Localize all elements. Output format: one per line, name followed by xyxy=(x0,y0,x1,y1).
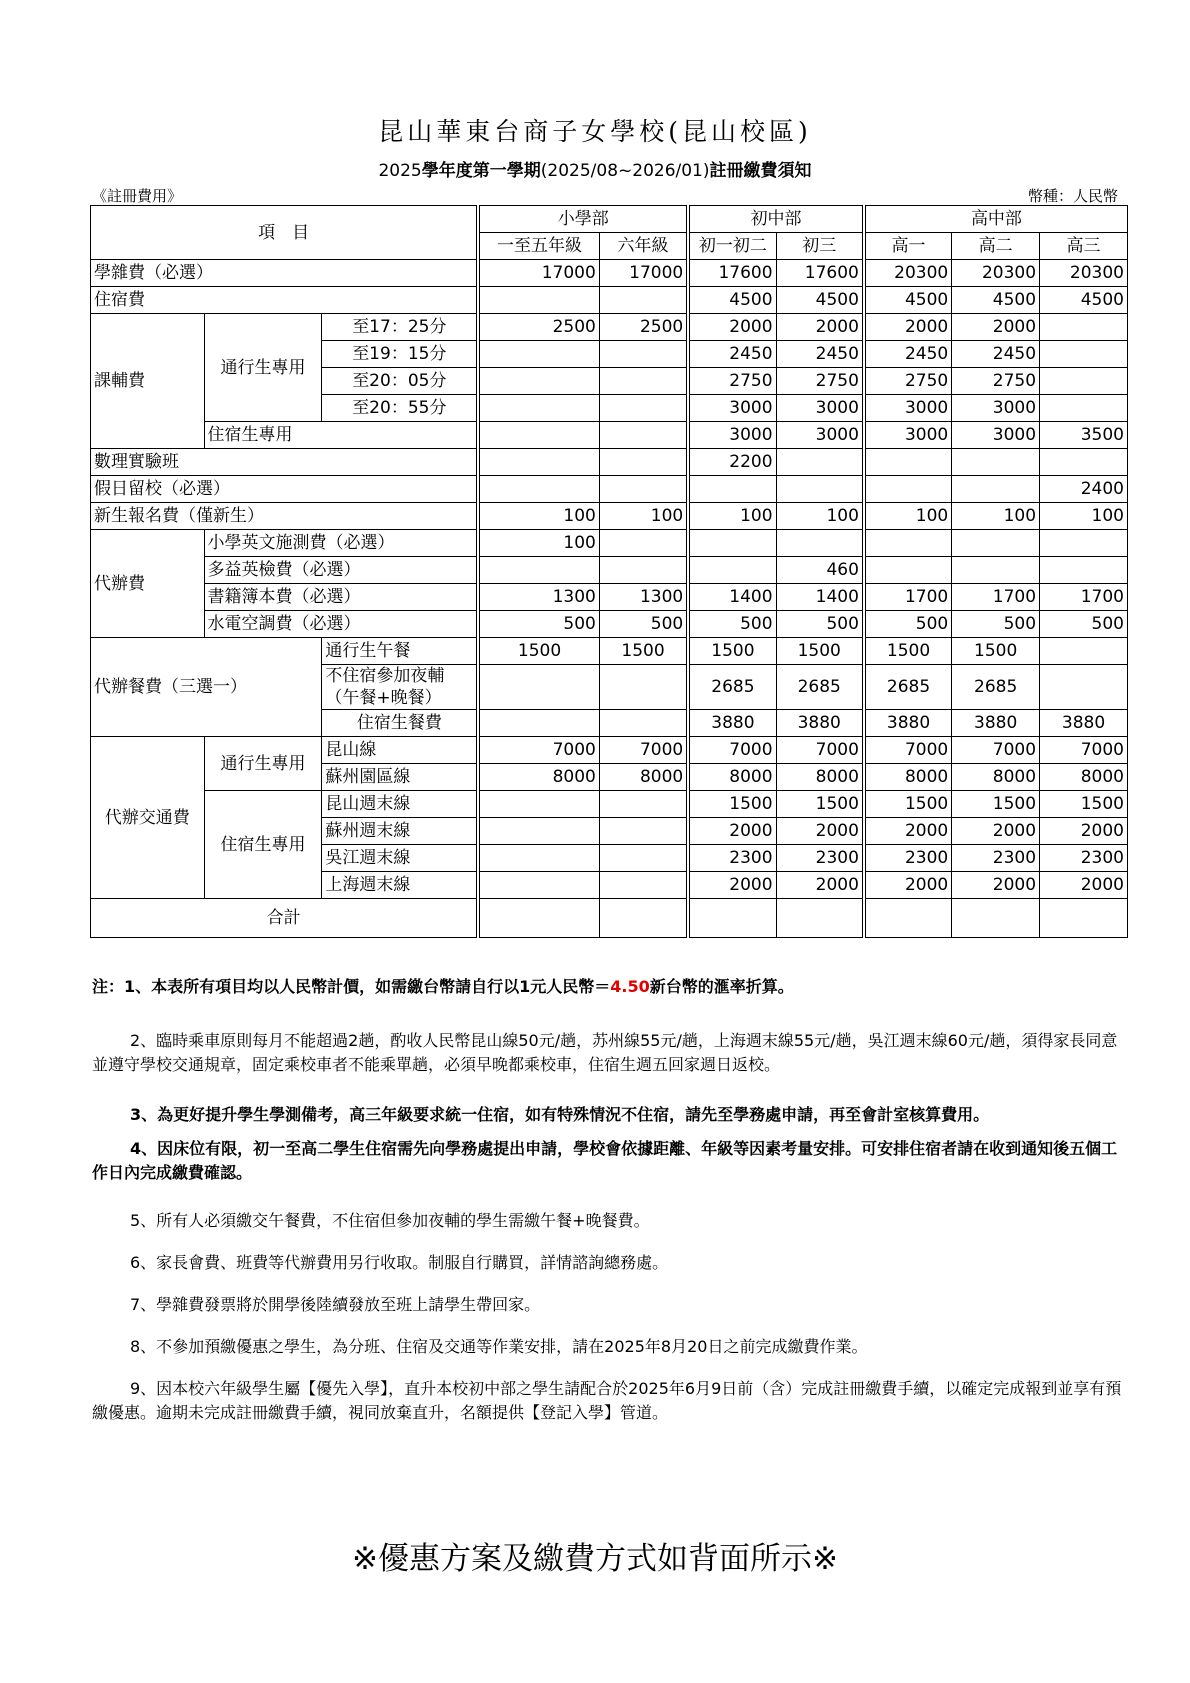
row-utilities xyxy=(91,611,1128,638)
fee-cell: 2000 xyxy=(1040,818,1128,845)
fee-cell: 3000 xyxy=(776,395,864,422)
fee-cell: 2200 xyxy=(688,449,776,476)
fee-cell: 20300 xyxy=(864,260,952,287)
fee-cell: 8000 xyxy=(478,764,599,791)
fee-cell: 1500 xyxy=(864,791,952,818)
fee-cell xyxy=(952,449,1040,476)
total-cell xyxy=(776,899,864,938)
row-toeic xyxy=(91,557,1128,584)
row-new-student xyxy=(91,503,1128,530)
fee-cell: 3880 xyxy=(776,710,864,737)
note-1-tail: 新台幣的滙率折算。 xyxy=(649,977,794,996)
meals-label: 代辦餐費（三選一） xyxy=(91,638,322,737)
fee-cell: 500 xyxy=(688,611,776,638)
row-label: 吳江週末線 xyxy=(322,845,478,872)
fee-cell: 2450 xyxy=(864,341,952,368)
fee-cell: 100 xyxy=(864,503,952,530)
fee-cell: 8000 xyxy=(599,764,688,791)
fee-cell: 3880 xyxy=(864,710,952,737)
fee-cell xyxy=(864,449,952,476)
fee-cell xyxy=(599,818,688,845)
fee-cell xyxy=(478,368,599,395)
fee-cell: 2300 xyxy=(1040,845,1128,872)
fee-cell xyxy=(599,341,688,368)
note-4: 4、因床位有限，初一至高二學生住宿需先向學務處提出申請，學校會依據距離、年級等因素考量安排。可安排住宿者請在收到通知後五個工作日內完成繳費確認。 xyxy=(92,1139,1118,1182)
fee-cell: 1300 xyxy=(478,584,599,611)
row-total xyxy=(91,899,1128,938)
fee-cell xyxy=(952,476,1040,503)
currency-label: 幣種：人民幣 xyxy=(1027,187,1118,205)
fee-cell: 1700 xyxy=(952,584,1040,611)
fee-cell xyxy=(599,449,688,476)
note-1 xyxy=(92,975,1128,999)
fee-cell xyxy=(1040,314,1128,341)
fee-cell xyxy=(478,818,599,845)
agency-label: 代辦費 xyxy=(91,530,205,638)
fee-table xyxy=(90,205,1128,938)
table-header-row-1 xyxy=(91,206,1128,233)
fee-cell xyxy=(599,845,688,872)
fee-cell xyxy=(952,557,1040,584)
grade-header: 初三 xyxy=(776,233,864,260)
fee-cell: 7000 xyxy=(1040,737,1128,764)
fee-cell: 100 xyxy=(1040,503,1128,530)
note-3: 3、為更好提升學生學測備考，高三年級要求統一住宿，如有特殊情況不住宿，請先至學務處申請，再至會計室核算費用。 xyxy=(130,1105,990,1124)
fee-cell: 1500 xyxy=(478,638,599,665)
fee-cell xyxy=(599,872,688,899)
fee-cell: 100 xyxy=(478,530,599,557)
fee-cell: 3880 xyxy=(952,710,1040,737)
fee-cell: 2000 xyxy=(688,314,776,341)
row-label: 多益英檢費（必選） xyxy=(204,557,478,584)
group-primary: 小學部 xyxy=(478,206,688,233)
row-label: 水電空調費（必選） xyxy=(204,611,478,638)
fee-cell: 2000 xyxy=(776,872,864,899)
fee-cell: 1500 xyxy=(688,638,776,665)
fee-cell xyxy=(599,422,688,449)
fee-cell: 2000 xyxy=(952,872,1040,899)
row-tutoring-1725 xyxy=(91,314,1128,341)
fee-cell xyxy=(1040,638,1128,665)
nonboard-line-2: （午餐+晚餐） xyxy=(325,688,442,708)
fee-cell: 3500 xyxy=(1040,422,1128,449)
fee-cell xyxy=(864,557,952,584)
fee-cell xyxy=(478,341,599,368)
note-5: 5、所有人必須繳交午餐費，不住宿但參加夜輔的學生需繳午餐+晚餐費。 xyxy=(130,1211,650,1230)
fee-cell xyxy=(776,476,864,503)
row-label: 假日留校（必選） xyxy=(91,476,479,503)
fee-cell: 3000 xyxy=(688,395,776,422)
fee-cell: 20300 xyxy=(952,260,1040,287)
fee-cell: 2300 xyxy=(776,845,864,872)
row-label: 住宿生餐費 xyxy=(322,710,478,737)
row-label: 住宿費 xyxy=(91,287,479,314)
fee-cell xyxy=(478,665,599,710)
fee-cell: 2500 xyxy=(599,314,688,341)
fee-cell: 100 xyxy=(952,503,1040,530)
fee-cell: 2000 xyxy=(952,314,1040,341)
fee-cell: 2750 xyxy=(864,368,952,395)
total-cell xyxy=(952,899,1040,938)
fee-cell: 4500 xyxy=(952,287,1040,314)
note-1-text: 注：1、本表所有項目均以人民幣計價，如需繳台幣請自行以1元人民幣＝ xyxy=(92,977,611,996)
fee-cell: 2450 xyxy=(952,341,1040,368)
grade-header: 高三 xyxy=(1040,233,1128,260)
fee-cell: 500 xyxy=(864,611,952,638)
row-english-test xyxy=(91,530,1128,557)
fee-cell: 1500 xyxy=(1040,791,1128,818)
grade-header: 高一 xyxy=(864,233,952,260)
fee-cell: 100 xyxy=(688,503,776,530)
fee-cell: 3000 xyxy=(864,422,952,449)
transport-commuter-label: 通行生專用 xyxy=(204,737,322,791)
subtitle-range: (2025/08~2026/01) xyxy=(540,161,710,181)
row-label: 新生報名費（僅新生） xyxy=(91,503,479,530)
row-label: 蘇州週末線 xyxy=(322,818,478,845)
fee-cell: 2750 xyxy=(688,368,776,395)
fee-cell: 7000 xyxy=(688,737,776,764)
fee-cell: 1400 xyxy=(688,584,776,611)
row-label: 小學英文施測費（必選） xyxy=(204,530,478,557)
fee-cell: 7000 xyxy=(776,737,864,764)
fee-cell xyxy=(599,665,688,710)
fee-cell: 2500 xyxy=(478,314,599,341)
fee-cell: 4500 xyxy=(688,287,776,314)
group-senior: 高中部 xyxy=(864,206,1128,233)
fee-cell: 20300 xyxy=(1040,260,1128,287)
fee-cell xyxy=(599,368,688,395)
fee-cell xyxy=(478,395,599,422)
fee-cell: 4500 xyxy=(864,287,952,314)
fee-cell: 2685 xyxy=(864,665,952,710)
fee-cell: 100 xyxy=(478,503,599,530)
row-label: 住宿生專用 xyxy=(204,422,478,449)
row-tutoring-boarder xyxy=(91,422,1128,449)
fee-cell xyxy=(1040,665,1128,710)
total-cell xyxy=(1040,899,1128,938)
fee-cell: 2000 xyxy=(864,314,952,341)
group-junior: 初中部 xyxy=(688,206,864,233)
row-math-class xyxy=(91,449,1128,476)
fee-cell xyxy=(1040,557,1128,584)
fee-cell: 8000 xyxy=(776,764,864,791)
fee-cell: 7000 xyxy=(478,737,599,764)
row-label: 昆山線 xyxy=(322,737,478,764)
fee-cell: 500 xyxy=(776,611,864,638)
fee-cell: 17600 xyxy=(776,260,864,287)
total-cell xyxy=(864,899,952,938)
fee-cell: 4500 xyxy=(1040,287,1128,314)
fee-cell: 1500 xyxy=(952,638,1040,665)
subtitle-semester: 學年度第一學期 xyxy=(421,161,541,181)
total-cell xyxy=(688,899,776,938)
fee-cell: 2685 xyxy=(688,665,776,710)
fee-cell xyxy=(599,791,688,818)
fee-cell: 2000 xyxy=(1040,872,1128,899)
fee-cell: 2400 xyxy=(1040,476,1128,503)
fee-cell: 2685 xyxy=(952,665,1040,710)
fee-cell: 1500 xyxy=(599,638,688,665)
row-label: 書籍簿本費（必選） xyxy=(204,584,478,611)
fee-cell: 2300 xyxy=(688,845,776,872)
fee-cell: 4500 xyxy=(776,287,864,314)
fee-cell: 2300 xyxy=(952,845,1040,872)
total-cell xyxy=(478,899,599,938)
row-label: 上海週末線 xyxy=(322,872,478,899)
fee-cell: 2750 xyxy=(776,368,864,395)
row-label: 昆山週末線 xyxy=(322,791,478,818)
fee-cell: 3000 xyxy=(688,422,776,449)
total-cell xyxy=(599,899,688,938)
fee-cell: 8000 xyxy=(1040,764,1128,791)
grade-header: 一至五年級 xyxy=(478,233,599,260)
fee-cell xyxy=(478,287,599,314)
page-subtitle xyxy=(0,156,1190,181)
fee-cell: 3000 xyxy=(776,422,864,449)
fee-cell xyxy=(478,872,599,899)
fee-cell: 1400 xyxy=(776,584,864,611)
note-6: 6、家長會費、班費等代辦費用另行收取。制服自行購買，詳情諮詢總務處。 xyxy=(130,1253,669,1272)
row-label: 至20：55分 xyxy=(322,395,478,422)
fee-cell xyxy=(478,710,599,737)
table-caption: 《註冊費用》 xyxy=(92,187,183,205)
note-7: 7、學雜費發票將於開學後陸續發放至班上請學生帶回家。 xyxy=(130,1295,541,1314)
fee-cell xyxy=(864,476,952,503)
fee-cell: 500 xyxy=(1040,611,1128,638)
fee-cell: 2000 xyxy=(688,872,776,899)
row-commuter-lunch xyxy=(91,638,1128,665)
fee-cell xyxy=(478,791,599,818)
subtitle-notice: 註冊繳費須知 xyxy=(709,161,812,181)
fee-cell: 17000 xyxy=(478,260,599,287)
fee-cell: 8000 xyxy=(864,764,952,791)
fee-cell: 7000 xyxy=(952,737,1040,764)
exchange-rate: 4.50 xyxy=(610,977,650,996)
fee-cell: 500 xyxy=(478,611,599,638)
row-books xyxy=(91,584,1128,611)
fee-cell: 1500 xyxy=(688,791,776,818)
fee-cell xyxy=(599,476,688,503)
transport-boarder-label: 住宿生專用 xyxy=(204,791,322,899)
transport-label: 代辦交通費 xyxy=(91,737,205,899)
tutoring-commuter-label: 通行生專用 xyxy=(204,314,322,422)
fee-cell: 1500 xyxy=(864,638,952,665)
row-label: 至17：25分 xyxy=(322,314,478,341)
total-label: 合計 xyxy=(91,899,479,938)
fee-cell xyxy=(478,845,599,872)
fee-cell: 1700 xyxy=(864,584,952,611)
row-label: 至20：05分 xyxy=(322,368,478,395)
fee-cell: 460 xyxy=(776,557,864,584)
fee-cell xyxy=(952,530,1040,557)
page-title: 昆山華東台商子女學校(昆山校區) xyxy=(378,117,812,146)
fee-cell: 2000 xyxy=(776,818,864,845)
fee-cell: 17600 xyxy=(688,260,776,287)
fee-cell xyxy=(599,287,688,314)
fee-cell: 1300 xyxy=(599,584,688,611)
fee-cell xyxy=(478,476,599,503)
fee-cell xyxy=(599,557,688,584)
fee-cell xyxy=(1040,395,1128,422)
fee-cell xyxy=(688,476,776,503)
fee-cell: 500 xyxy=(599,611,688,638)
fee-cell xyxy=(688,530,776,557)
fee-cell xyxy=(599,530,688,557)
fee-cell: 2685 xyxy=(776,665,864,710)
fee-cell xyxy=(1040,341,1128,368)
subtitle-year: 2025 xyxy=(378,161,422,181)
fee-cell xyxy=(599,395,688,422)
fee-cell: 3880 xyxy=(1040,710,1128,737)
row-label: 數理實驗班 xyxy=(91,449,479,476)
fee-cell: 2450 xyxy=(776,341,864,368)
fee-cell: 2000 xyxy=(864,818,952,845)
fee-cell xyxy=(478,422,599,449)
fee-cell xyxy=(864,530,952,557)
fee-cell: 100 xyxy=(599,503,688,530)
row-kunshan-weekend xyxy=(91,791,1128,818)
fee-cell xyxy=(478,557,599,584)
grade-header: 六年級 xyxy=(599,233,688,260)
fee-cell xyxy=(688,557,776,584)
fee-cell: 2000 xyxy=(688,818,776,845)
fee-cell: 8000 xyxy=(952,764,1040,791)
fee-cell: 100 xyxy=(776,503,864,530)
fee-cell xyxy=(1040,368,1128,395)
tutoring-label: 課輔費 xyxy=(91,314,205,449)
fee-cell: 2000 xyxy=(864,872,952,899)
row-label: 學雜費（必選） xyxy=(91,260,479,287)
fee-cell: 3880 xyxy=(688,710,776,737)
fee-cell: 1700 xyxy=(1040,584,1128,611)
fee-cell xyxy=(1040,530,1128,557)
fee-cell: 7000 xyxy=(864,737,952,764)
grade-header: 初一初二 xyxy=(688,233,776,260)
fee-cell: 1500 xyxy=(952,791,1040,818)
nonboard-line-1: 不住宿參加夜輔 xyxy=(325,666,445,686)
row-holiday xyxy=(91,476,1128,503)
fee-cell: 8000 xyxy=(688,764,776,791)
fee-cell: 7000 xyxy=(599,737,688,764)
fee-cell: 2750 xyxy=(952,368,1040,395)
grade-header: 高二 xyxy=(952,233,1040,260)
fee-cell xyxy=(478,449,599,476)
fee-cell: 1500 xyxy=(776,791,864,818)
fee-cell xyxy=(776,449,864,476)
row-label: 至19：15分 xyxy=(322,341,478,368)
fee-cell: 3000 xyxy=(952,422,1040,449)
fee-cell: 2450 xyxy=(688,341,776,368)
fee-cell: 500 xyxy=(952,611,1040,638)
note-8: 8、不參加預繳優惠之學生，為分班、住宿及交通等作業安排，請在2025年8月20日之前完成繳費作業。 xyxy=(130,1337,868,1356)
row-label: 蘇州園區線 xyxy=(322,764,478,791)
fee-cell xyxy=(1040,449,1128,476)
fee-cell xyxy=(599,710,688,737)
fee-cell: 2000 xyxy=(952,818,1040,845)
row-label xyxy=(322,665,478,710)
fee-cell: 2000 xyxy=(776,314,864,341)
fee-cell: 1500 xyxy=(776,638,864,665)
fee-cell: 17000 xyxy=(599,260,688,287)
row-label: 通行生午餐 xyxy=(322,638,478,665)
footer-note: ※優惠方案及繳費方式如背面所示※ xyxy=(352,1541,838,1577)
item-header: 項 目 xyxy=(91,206,479,260)
fee-cell: 2300 xyxy=(864,845,952,872)
row-kunshan-line xyxy=(91,737,1128,764)
fee-cell xyxy=(776,530,864,557)
notes-section xyxy=(92,975,1128,1425)
note-9: 9、因本校六年級學生屬【優先入學】，直升本校初中部之學生請配合於2025年6月9日前（含）完成註冊繳費手續，以確定完成報到並享有預繳優惠。逾期未完成註冊繳費手續，視同放棄直升，名額提供【登記入學】管道。 xyxy=(92,1379,1122,1422)
note-2: 2、臨時乘車原則每月不能超過2趟，酌收人民幣昆山線50元/趟，苏州線55元/趟，上海週末線55元/趟，吳江週末線60元/趟，須得家長同意並遵守學校交通規章，固定乘校車者不能乘單趟，必須早晚都乘校車，住宿生週五回家週日返校。 xyxy=(92,1031,1118,1074)
fee-cell: 3000 xyxy=(864,395,952,422)
fee-cell: 3000 xyxy=(952,395,1040,422)
row-dorm xyxy=(91,287,1128,314)
row-tuition xyxy=(91,260,1128,287)
